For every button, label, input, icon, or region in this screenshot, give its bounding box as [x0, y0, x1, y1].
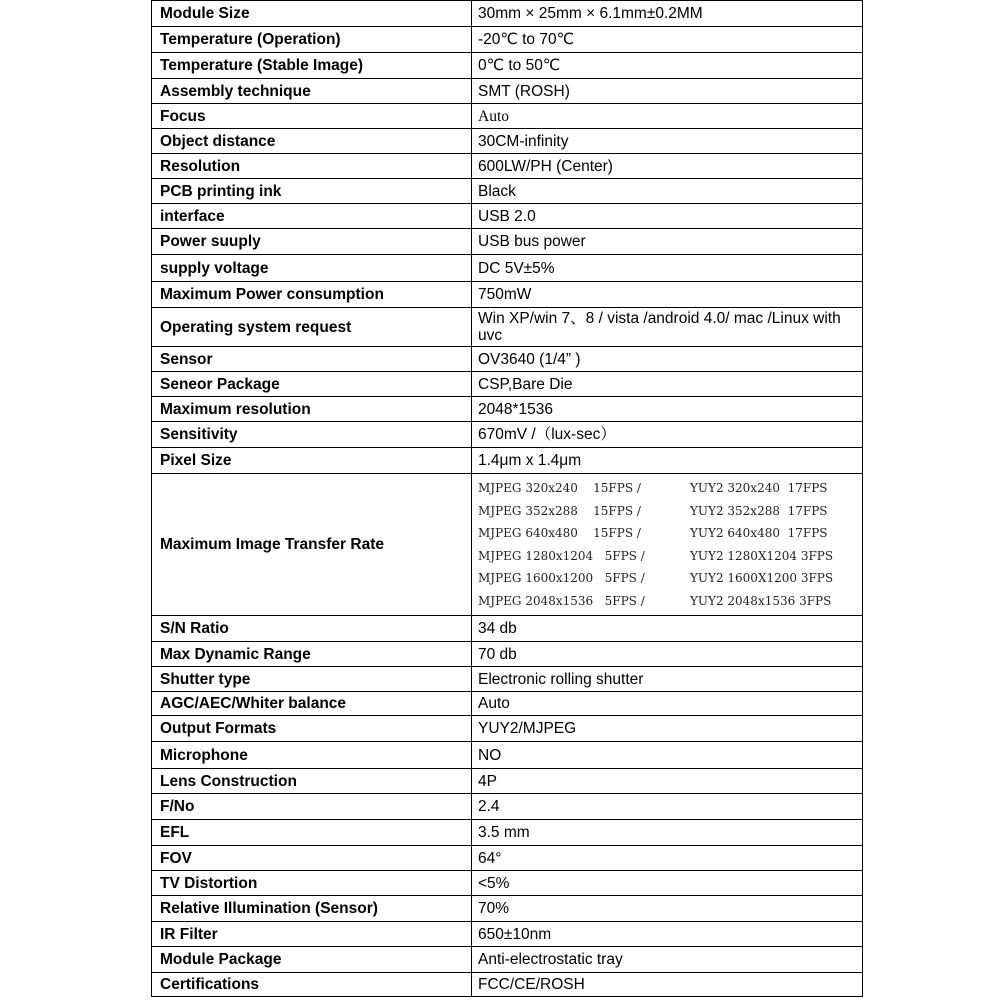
spec-label: Microphone	[152, 742, 472, 769]
transfer-rate-line	[478, 477, 862, 500]
mjpeg-rate: MJPEG 2048x1536 5FPS /	[478, 593, 645, 608]
spec-row-dynamic-range	[152, 642, 863, 667]
spec-value: 30mm × 25mm × 6.1mm±0.2MM	[472, 1, 863, 27]
spec-row-temperature-operation	[152, 27, 863, 53]
transfer-rate-line	[478, 590, 862, 613]
spec-label: Maximum resolution	[152, 397, 472, 422]
spec-label: Resolution	[152, 154, 472, 179]
spec-value: Win XP/win 7、8 / vista /android 4.0/ mac /Linux with uvc	[472, 308, 863, 347]
spec-label: Module Package	[152, 947, 472, 973]
spec-value: -20℃ to 70℃	[472, 27, 863, 53]
spec-row-supply-voltage	[152, 255, 863, 282]
spec-value: Electronic rolling shutter	[472, 667, 863, 692]
spec-row-sensor-package	[152, 372, 863, 397]
spec-label: Focus	[152, 104, 472, 129]
spec-table	[151, 0, 863, 997]
spec-value: <5%	[472, 871, 863, 896]
spec-value: 4P	[472, 769, 863, 794]
spec-value: 1.4μm x 1.4μm	[472, 448, 863, 474]
spec-value: Auto	[472, 692, 863, 716]
spec-label: supply voltage	[152, 255, 472, 282]
spec-row-os-request	[152, 308, 863, 347]
spec-row-microphone	[152, 742, 863, 769]
spec-label: Max Dynamic Range	[152, 642, 472, 667]
spec-label: Object distance	[152, 129, 472, 154]
spec-label: Seneor Package	[152, 372, 472, 397]
spec-label: Sensor	[152, 347, 472, 372]
spec-value: 750mW	[472, 282, 863, 308]
spec-label: Temperature (Operation)	[152, 27, 472, 53]
spec-value: 2048*1536	[472, 397, 863, 422]
spec-row-efl	[152, 820, 863, 846]
spec-label: AGC/AEC/Whiter balance	[152, 692, 472, 716]
spec-label: interface	[152, 204, 472, 229]
spec-value: Anti-electrostatic tray	[472, 947, 863, 973]
spec-value: 3.5 mm	[472, 820, 863, 846]
spec-label: Module Size	[152, 1, 472, 27]
spec-value: CSP,Bare Die	[472, 372, 863, 397]
spec-value: Black	[472, 179, 863, 204]
spec-row-fov	[152, 846, 863, 871]
spec-label: Shutter type	[152, 667, 472, 692]
mjpeg-rate: MJPEG 352x288 15FPS /	[478, 503, 641, 518]
spec-row-module-package	[152, 947, 863, 973]
spec-value: YUY2/MJPEG	[472, 716, 863, 742]
spec-row-relative-illumination	[152, 896, 863, 922]
spec-value: 670mV /（lux-sec）	[472, 422, 863, 448]
transfer-rate-line	[478, 522, 862, 545]
spec-label: Sensitivity	[152, 422, 472, 448]
spec-label: IR Filter	[152, 922, 472, 947]
spec-row-focus	[152, 104, 863, 129]
mjpeg-rate: MJPEG 320x240 15FPS /	[478, 481, 641, 495]
spec-value: USB 2.0	[472, 204, 863, 229]
spec-value: OV3640 (1/4” )	[472, 347, 863, 372]
yuy2-rate: YUY2 640x480 17FPS	[690, 526, 828, 540]
spec-value: 600LW/PH (Center)	[472, 154, 863, 179]
spec-value: DC 5V±5%	[472, 255, 863, 282]
spec-value: 2.4	[472, 794, 863, 820]
spec-row-agc-aec	[152, 692, 863, 716]
spec-row-tv-distortion	[152, 871, 863, 896]
spec-row-sensitivity	[152, 422, 863, 448]
spec-row-sensor	[152, 347, 863, 372]
spec-value: 0℃ to 50℃	[472, 53, 863, 79]
spec-label: Certifications	[152, 973, 472, 997]
yuy2-rate: YUY2 320x240 17FPS	[690, 481, 828, 495]
spec-label: Maximum Image Transfer Rate	[152, 474, 472, 616]
spec-value: SMT (ROSH)	[472, 79, 863, 104]
spec-row-temperature-stable	[152, 53, 863, 79]
spec-value: 70%	[472, 896, 863, 922]
spec-label: F/No	[152, 794, 472, 820]
spec-row-pixel-size	[152, 448, 863, 474]
spec-row-object-distance	[152, 129, 863, 154]
spec-label: PCB printing ink	[152, 179, 472, 204]
spec-value: 34 db	[472, 616, 863, 642]
transfer-rate-line	[478, 567, 862, 590]
yuy2-rate: YUY2 352x288 17FPS	[690, 503, 828, 518]
spec-row-shutter-type	[152, 667, 863, 692]
mjpeg-rate: MJPEG 1600x1200 5FPS /	[478, 571, 645, 585]
spec-label: Temperature (Stable Image)	[152, 53, 472, 79]
spec-label: Lens Construction	[152, 769, 472, 794]
spec-row-lens-construction	[152, 769, 863, 794]
spec-label: S/N Ratio	[152, 616, 472, 642]
spec-label: Output Formats	[152, 716, 472, 742]
spec-row-assembly	[152, 79, 863, 104]
mjpeg-rate: MJPEG 1280x1204 5FPS /	[478, 548, 645, 563]
spec-label: EFL	[152, 820, 472, 846]
spec-row-interface	[152, 204, 863, 229]
spec-value: USB bus power	[472, 229, 863, 255]
yuy2-rate: YUY2 1600X1200 3FPS	[690, 571, 834, 585]
spec-value: 70 db	[472, 642, 863, 667]
spec-label: Maximum Power consumption	[152, 282, 472, 308]
yuy2-rate: YUY2 2048x1536 3FPS	[690, 593, 832, 608]
transfer-rate-line	[478, 545, 862, 568]
spec-row-ir-filter	[152, 922, 863, 947]
spec-label: Assembly technique	[152, 79, 472, 104]
spec-label: Relative Illumination (Sensor)	[152, 896, 472, 922]
spec-value: 650±10nm	[472, 922, 863, 947]
spec-row-sn-ratio	[152, 616, 863, 642]
spec-value: FCC/CE/ROSH	[472, 973, 863, 997]
transfer-rate-line	[478, 500, 862, 523]
spec-value: 30CM-infinity	[472, 129, 863, 154]
spec-row-resolution	[152, 154, 863, 179]
spec-label: Operating system request	[152, 308, 472, 347]
spec-row-certifications	[152, 973, 863, 997]
spec-row-transfer-rate	[152, 474, 863, 616]
spec-label: Pixel Size	[152, 448, 472, 474]
spec-row-output-formats	[152, 716, 863, 742]
spec-row-max-power	[152, 282, 863, 308]
spec-value: NO	[472, 742, 863, 769]
transfer-rate-list	[472, 474, 863, 616]
spec-value: 64°	[472, 846, 863, 871]
spec-label: Power suuply	[152, 229, 472, 255]
spec-value: Auto	[472, 104, 863, 129]
spec-row-max-resolution	[152, 397, 863, 422]
spec-row-f-no	[152, 794, 863, 820]
mjpeg-rate: MJPEG 640x480 15FPS /	[478, 526, 641, 540]
yuy2-rate: YUY2 1280X1204 3FPS	[690, 548, 834, 563]
spec-row-pcb-ink	[152, 179, 863, 204]
spec-label: FOV	[152, 846, 472, 871]
spec-row-power-supply	[152, 229, 863, 255]
spec-label: TV Distortion	[152, 871, 472, 896]
spec-row-module-size	[152, 1, 863, 27]
